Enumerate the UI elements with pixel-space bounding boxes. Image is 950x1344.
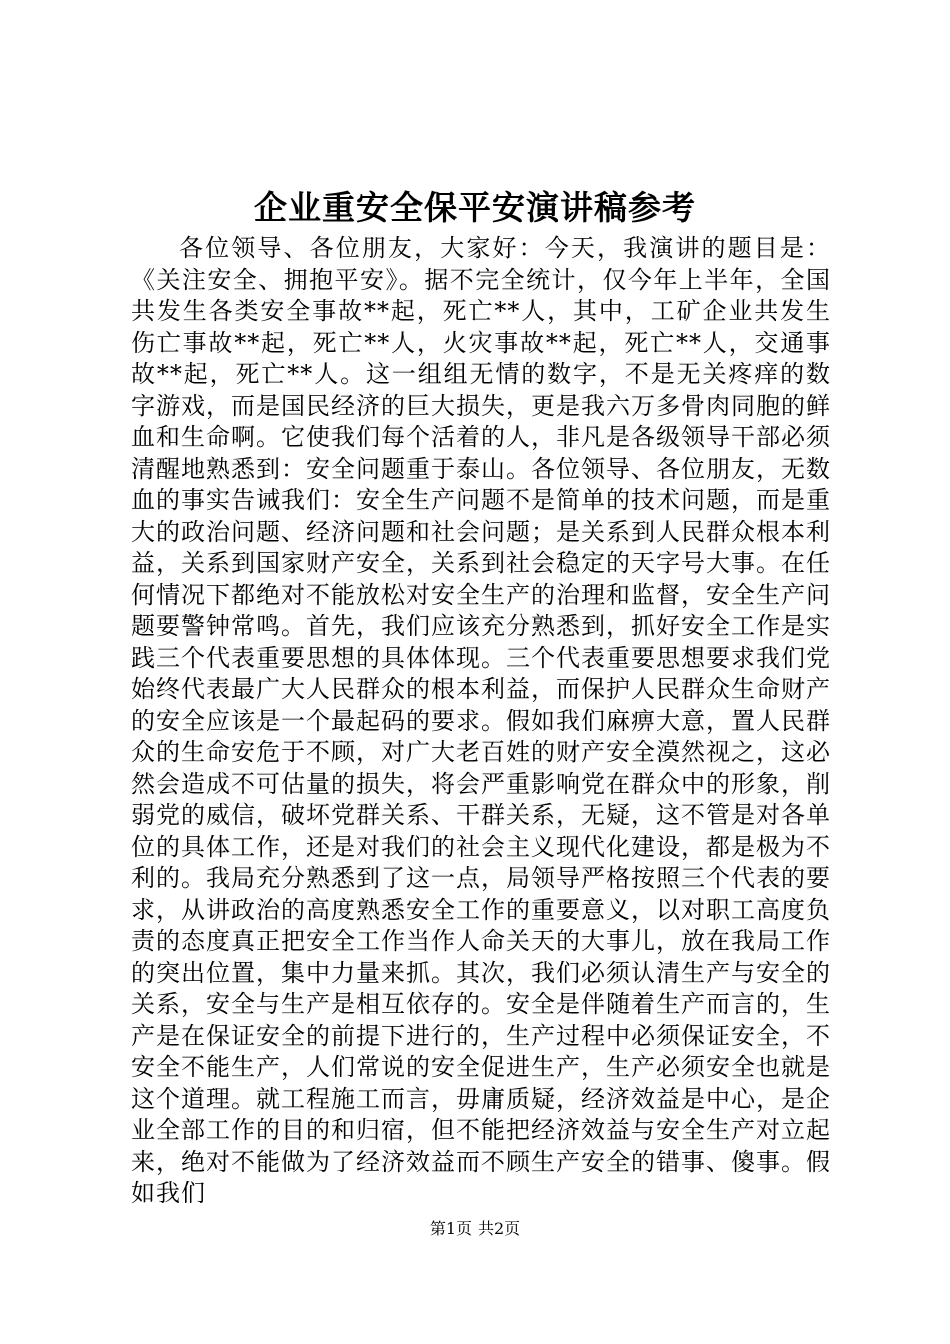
page-title: 企业重安全保平安演讲稿参考 (254, 188, 696, 227)
page-footer (0, 1218, 950, 1240)
page-number-current: 第1页 (429, 1219, 472, 1238)
page-number-total: 共2页 (478, 1219, 521, 1238)
body-paragraph: 各位领导、各位朋友，大家好：今天，我演讲的题目是：《关注安全、拥抱平安》。据不完全统计，仅今年上半年，全国共发生各类安全事故**起，死亡**人，其中，工矿企业共发生伤亡事故**起，死亡**人，火灾事故**起，死亡**人，交通事故**起，死亡**人。这一组组无情的数字，不是无关疼痒的数字游戏，而是国民经济的巨大损失，更是我六万多骨肉同胞的鲜血和生命啊。它使我们每个活着的人，非凡是各级领导干部必须清醒地熟悉到：安全问题重于泰山。各位领导、各位朋友，无数血的事实告诫我们：安全生产问题不是简单的技术问题，而是重大的政治问题、经济问题和社会问题；是关系到人民群众根本利益，关系到国家财产安全，关系到社会稳定的天字号大事。在任何情况下都绝对不能放松对安全生产的治理和监督，安全生产问题要警钟常鸣。首先，我们应该充分熟悉到，抓好安全工作是实践三个代表重要思想的具体体现。三个代表重要思想要求我们党始终代表最广大人民群众的根本利益，而保护人民群众生命财产的安全应该是一个最起码的要求。假如我们麻痹大意，置人民群众的生命安危于不顾，对广大老百姓的财产安全漠然视之，这必然会造成不可估量的损失，将会严重影响党在群众中的形象，削弱党的威信，破坏党群关系、干群关系，无疑，这不管是对各单位的具体工作，还是对我们的社会主义现代化建设，都是极为不利的。我局充分熟悉到了这一点，局领导严格按照三个代表的要求，从讲政治的高度熟悉安全工作的重要意义，以对职工高度负责的态度真正把安全工作当作人命关天的大事儿，放在我局工作的突出位置，集中力量来抓。其次，我们必须认清生产与安全的关系，安全与生产是相互依存的。安全是伴随着生产而言的，生产是在保证安全的前提下进行的，生产过程中必须保证安全，不安全不能生产，人们常说的安全促进生产，生产必须安全也就是这个道理。就工程施工而言，毋庸质疑，经济效益是中心，是企业全部工作的目的和归宿，但不能把经济效益与安全生产对立起来，绝对不能做为了经济效益而不顾生产安全的错事、傻事。假如我们 (131, 234, 831, 1207)
